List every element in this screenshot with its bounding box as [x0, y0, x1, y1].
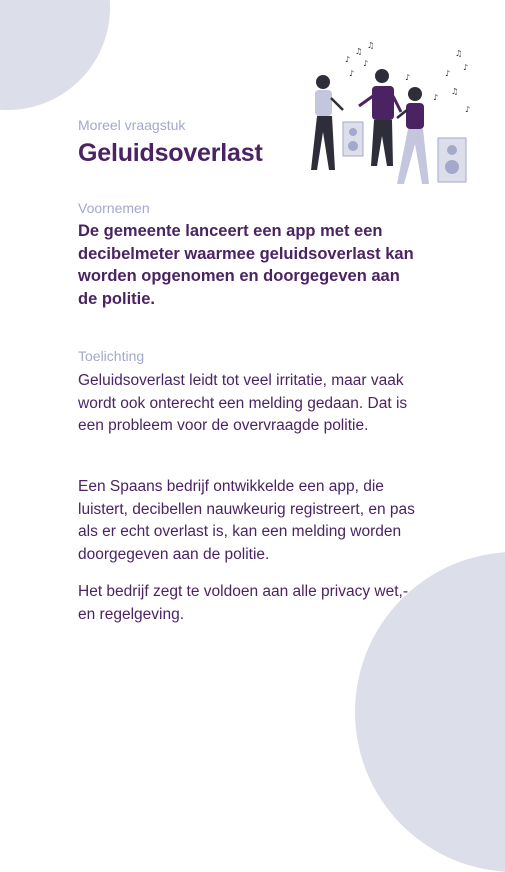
svg-text:♪: ♪ [465, 105, 471, 114]
svg-text:♪: ♪ [363, 59, 369, 68]
svg-text:♫: ♫ [367, 41, 375, 50]
svg-text:♫: ♫ [451, 87, 459, 96]
svg-text:♪: ♪ [405, 73, 411, 82]
explanation-paragraph-1: Geluidsoverlast leidt tot veel irritatie, maar vaak wordt ook onterecht een melding gedaan. Dat is een probleem voor de overvraagde politie. [78, 372, 408, 434]
decorative-circle-top [0, 0, 110, 110]
explanation-paragraph-2: Een Spaans bedrijf ontwikkelde een app, die luistert, decibellen nauwkeurig registreert, en pas als er echt overlast is, kan een melding worden doorgegeven aan de politie. [78, 478, 415, 563]
people-dancing-music-illustration [305, 40, 480, 190]
explanation-paragraph-3: Het bedrijf zegt te voldoen aan alle privacy wet,- en regelgeving. [78, 583, 408, 623]
svg-text:♪: ♪ [463, 63, 469, 72]
svg-text:♪: ♪ [345, 55, 351, 64]
category-label: Moreel vraagstuk [78, 117, 186, 133]
svg-text:♫: ♫ [455, 49, 463, 58]
svg-text:♪: ♪ [349, 69, 355, 78]
explanation-heading: Toelichting [78, 348, 145, 364]
svg-text:♫: ♫ [355, 47, 363, 56]
page-title: Geluidsoverlast [78, 139, 263, 167]
proposal-heading: Voornemen [78, 200, 150, 216]
svg-text:♪: ♪ [445, 69, 451, 78]
svg-text:♪: ♪ [433, 93, 439, 102]
proposal-text: De gemeente lanceert een app met een decibelmeter waarmee geluidsoverlast kan worden opgenomen en doorgegeven aan de politie. [78, 222, 414, 308]
